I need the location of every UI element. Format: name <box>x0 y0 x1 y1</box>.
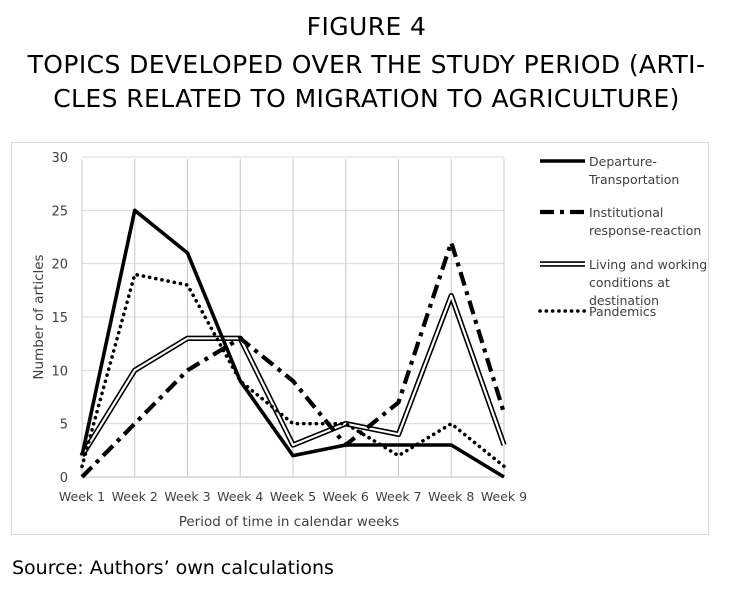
x-tick-label: Week 1 <box>58 489 106 504</box>
y-axis-title: Number of articles <box>31 254 47 380</box>
chart-frame <box>11 142 709 535</box>
x-tick-label: Week 9 <box>480 489 528 504</box>
legend-label: Pandemics <box>589 304 657 319</box>
x-tick-label: Week 4 <box>217 489 264 504</box>
y-tick-label: 25 <box>51 204 68 220</box>
legend-label: Transportation <box>589 172 680 187</box>
line-chart <box>12 143 710 536</box>
y-tick-label: 0 <box>59 471 68 486</box>
legend-label: Institutional <box>589 205 664 220</box>
figure-title-line-2: CLES RELATED TO MIGRATION TO AGRICULTURE) <box>53 84 680 113</box>
x-tick-label: Week 2 <box>111 489 158 504</box>
legend-label: destination <box>589 293 660 308</box>
x-axis-title: Period of time in calendar weeks <box>178 514 400 530</box>
legend-label: response-reaction <box>589 223 702 238</box>
figure-title-line-1: TOPICS DEVELOPED OVER THE STUDY PERIOD (ARTI- <box>27 50 706 79</box>
x-tick-label: Week 8 <box>428 489 475 504</box>
legend-label: conditions at <box>589 275 670 290</box>
y-tick-label: 5 <box>59 417 68 433</box>
y-tick-label: 20 <box>51 257 68 273</box>
y-tick-label: 10 <box>51 364 68 380</box>
source-note: Source: Authors’ own calculations <box>12 557 334 579</box>
x-tick-label: Week 3 <box>164 489 211 504</box>
legend-label: Departure- <box>589 154 657 169</box>
y-tick-label: 15 <box>51 311 68 326</box>
x-tick-label: Week 7 <box>375 489 422 504</box>
legend-label: Living and working <box>589 257 708 272</box>
x-tick-label: Week 5 <box>269 489 317 504</box>
figure-number: FIGURE 4 <box>306 12 427 41</box>
y-tick-label: 30 <box>51 151 68 166</box>
x-tick-label: Week 6 <box>322 489 369 504</box>
